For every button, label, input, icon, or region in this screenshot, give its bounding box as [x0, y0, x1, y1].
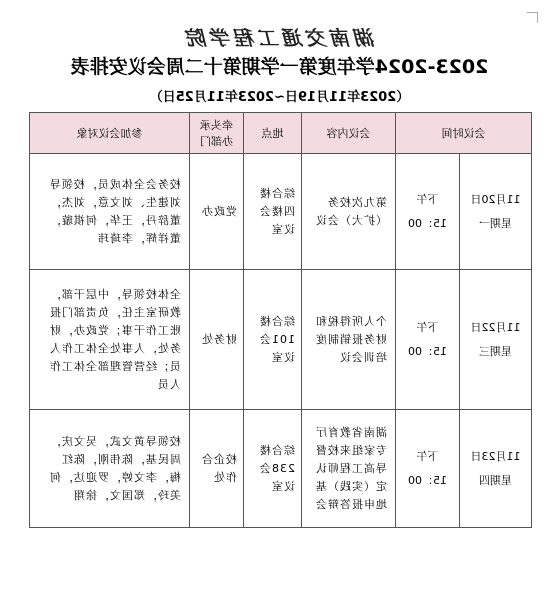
org-name: 湖南交通工程学院 — [183, 26, 376, 50]
table-row — [30, 270, 532, 410]
table-header-row — [30, 113, 532, 154]
row-content: 第九次校务（扩大）会议 — [302, 154, 396, 270]
table-row — [30, 154, 532, 270]
row-date-cell — [460, 270, 532, 410]
table-row — [30, 410, 532, 528]
header-meeting-time: 会议时间 — [396, 113, 532, 154]
row-organizer: 校企合作处 — [190, 410, 244, 528]
row-content: 个人所得税和财务报销制度培训会议 — [302, 270, 396, 410]
row-period: 下午 — [416, 192, 439, 206]
page-title: 2023-2024学年度第一学期第十二周会议安排表 — [70, 56, 489, 78]
header-organizer: 牵头承办部门 — [190, 113, 244, 154]
row-date-cell — [460, 410, 532, 528]
row-clock: 15：00 — [408, 344, 447, 358]
row-clock-cell — [396, 154, 460, 270]
row-content: 湖南省教育厅专家组来校督导高工程师认定（实践）基地申报答辩会 — [302, 410, 396, 528]
row-location: 综合楼238会议室 — [244, 410, 302, 528]
row-attendees: 全体校领导，中层干部，教研室主任，负责部门报账工作干事；党政办，财务处，人事处全体工作人员；经营管理部全体工作人员 — [30, 270, 190, 410]
row-attendees: 校务会全体成员，校领导刘建生、刘文意，刘杰，董辞丹，王华，何祺璇，董祥辉，李琦玮 — [30, 154, 190, 270]
row-clock-cell — [396, 410, 460, 528]
row-clock: 15：00 — [408, 473, 447, 487]
meeting-schedule-table — [29, 112, 532, 528]
row-weekday: 星期三 — [479, 344, 512, 358]
row-organizer: 党政办 — [190, 154, 244, 270]
date-range: （2023年11月19日~2023年11月25日） — [149, 90, 410, 105]
row-period: 下午 — [416, 449, 439, 463]
header-meeting-content: 会议内容 — [302, 113, 396, 154]
row-organizer: 财务处 — [190, 270, 244, 410]
header-location: 地点 — [244, 113, 302, 154]
row-attendees: 校领导黄文武，吴文庆，周民基，陈伟刚，陈红梅，李文婷，罗迎达，何美玲，郑国文，徐翔 — [30, 410, 190, 528]
row-clock: 15：00 — [408, 216, 447, 230]
row-location: 综合楼101会议室 — [244, 270, 302, 410]
row-clock-cell — [396, 270, 460, 410]
row-date: 11月23日 — [470, 449, 521, 463]
row-period: 下午 — [416, 320, 439, 334]
row-date: 11月22日 — [470, 320, 521, 334]
row-date-cell — [460, 154, 532, 270]
row-location: 综合楼四楼会议室 — [244, 154, 302, 270]
row-weekday: 星期一 — [479, 216, 512, 230]
row-date: 11月20日 — [470, 192, 521, 206]
header-attendees: 参加会议对象 — [30, 113, 190, 154]
row-weekday: 星期四 — [479, 473, 512, 487]
